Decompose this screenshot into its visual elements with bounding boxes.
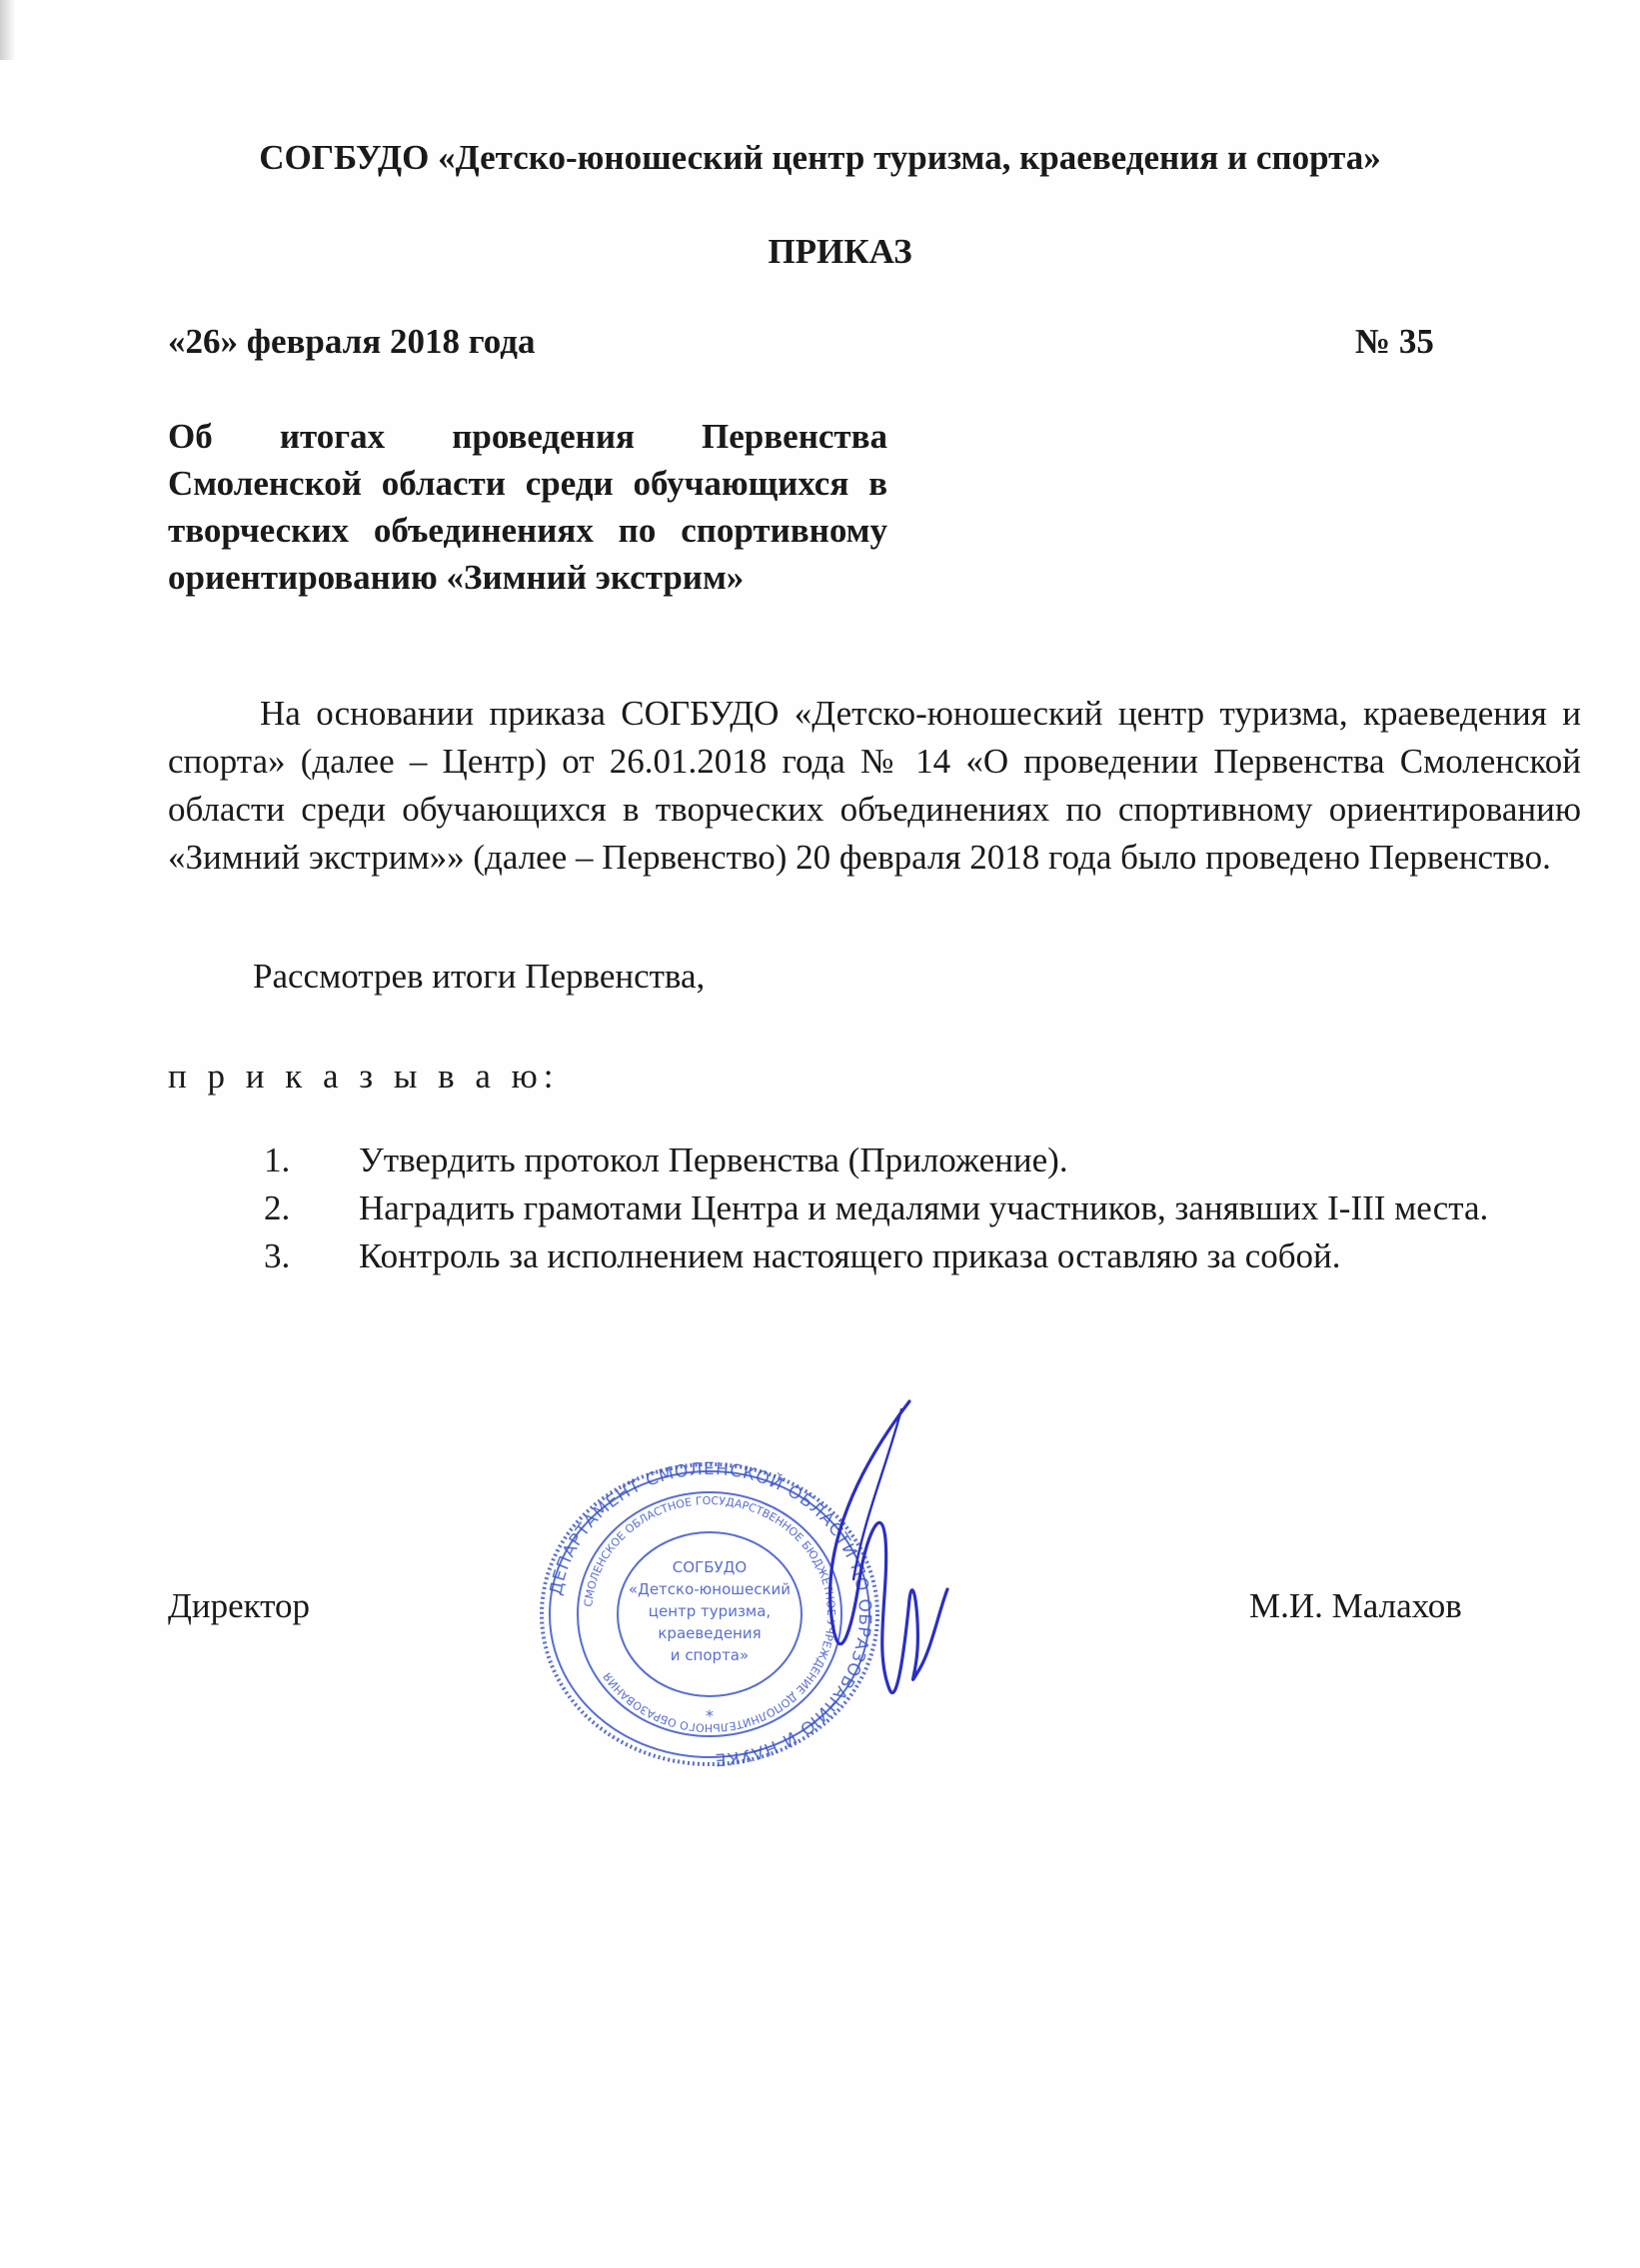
seal-center-line: «Детско-юношеский xyxy=(628,1580,792,1598)
order-item-text: Контроль за исполнением настоящего приказа оставляю за собой. xyxy=(359,1236,1341,1275)
seal-center-line: краеведения xyxy=(658,1624,762,1642)
order-word: п р и к а з ы в а ю: xyxy=(168,1057,560,1096)
order-item-number: 1. xyxy=(264,1140,291,1179)
order-item-number: 3. xyxy=(264,1236,291,1275)
document-date: «26» февраля 2018 года xyxy=(168,322,536,361)
order-item-2 xyxy=(168,1184,1581,1232)
seal-inner-ring-text: СМОЛЕНСКОЕ ОБЛАСТНОЕ ГОСУДАРСТВЕННОЕ БЮДЖЕТНОЕ УЧРЕЖДЕНИЕ ДОПОЛНИТЕЛЬНОГО ОБРАЗОВАНИЯ xyxy=(582,1493,838,1735)
order-item-number: 2. xyxy=(264,1188,291,1227)
document-subject: Об итогах проведения Первенства Смоленской области среди обучающихся в творческих объединениях по спортивному ориентированию «Зимний экстрим» xyxy=(168,417,887,597)
order-item-text: Наградить грамотами Центра и медалями участников, занявших I-III места. xyxy=(359,1188,1489,1227)
seal-center-line: центр туризма, xyxy=(648,1602,772,1620)
document-type-title: ПРИКАЗ xyxy=(768,232,912,271)
signatory-name: М.И. Малахов xyxy=(1249,1586,1462,1625)
scan-edge xyxy=(0,0,16,60)
handwritten-signature xyxy=(790,1389,969,1729)
considering-line: Рассмотрев итоги Первенства, xyxy=(253,957,706,996)
document-number: № 35 xyxy=(1355,322,1434,361)
seal-outer-ring-text: ДЕПАРТАМЕНТ СМОЛЕНСКОЙ ОБЛАСТИ ПО ОБРАЗОВАНИЮ И НАУКЕ xyxy=(546,1459,875,1769)
organization-header: СОГБУДО «Детско-юношеский центр туризма, краеведения и спорта» xyxy=(259,138,1381,177)
seal-center-line: СОГБУДО xyxy=(672,1558,748,1576)
order-items-list xyxy=(168,1136,1581,1280)
order-item-1 xyxy=(168,1136,1581,1184)
preamble-paragraph: На основании приказа СОГБУДО «Детско-юношеский центр туризма, краеведения и спорта» (далее – Центр) от 26.01.2018 года № 14 «О проведении Первенства Смоленской области среди обучающихся в творческих объединениях по спортивному ориентированию «Зимний экстрим»» (далее – Первенство) 20 февраля 2018 года было проведено Первенство. xyxy=(168,694,1581,877)
seal-center-line: и спорта» xyxy=(670,1646,750,1664)
order-item-3 xyxy=(168,1232,1581,1280)
signatory-title: Директор xyxy=(168,1586,311,1625)
seal-star: * xyxy=(706,1706,714,1725)
order-item-text: Утвердить протокол Первенства (Приложение). xyxy=(359,1140,1068,1179)
